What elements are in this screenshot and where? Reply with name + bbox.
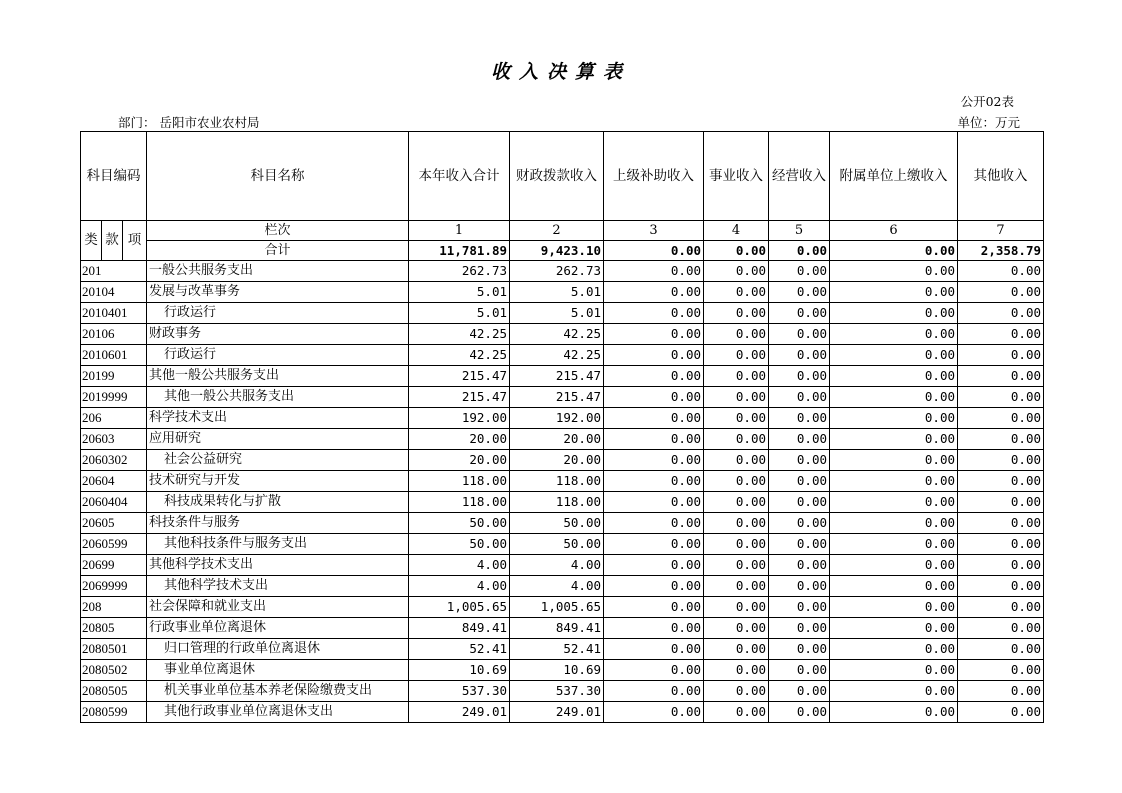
row-value-4: 0.00 (704, 282, 769, 303)
row-value-2: 262.73 (510, 261, 604, 282)
report-title: 收入决算表 (490, 61, 631, 83)
row-value-7: 0.00 (958, 513, 1044, 534)
header-lei: 类 (81, 221, 102, 261)
row-value-7: 0.00 (958, 345, 1044, 366)
row-name: 事业单位离退休 (147, 660, 409, 681)
table-row (81, 555, 1044, 576)
row-name: 归口管理的行政单位离退休 (147, 639, 409, 660)
row-value-1: 20.00 (409, 450, 510, 471)
table-row (81, 471, 1044, 492)
row-name: 行政运行 (147, 303, 409, 324)
row-value-1: 537.30 (409, 681, 510, 702)
row-value-5: 0.00 (769, 429, 830, 450)
col-num-6: 6 (830, 221, 958, 241)
table-row (81, 660, 1044, 681)
row-value-2: 42.25 (510, 324, 604, 345)
row-value-5: 0.00 (769, 639, 830, 660)
total-row (81, 241, 1044, 261)
row-value-7: 0.00 (958, 492, 1044, 513)
row-value-6: 0.00 (830, 513, 958, 534)
row-value-7: 0.00 (958, 576, 1044, 597)
row-code: 20604 (81, 471, 147, 492)
row-value-1: 42.25 (409, 324, 510, 345)
table-row (81, 534, 1044, 555)
row-value-5: 0.00 (769, 303, 830, 324)
row-value-6: 0.00 (830, 639, 958, 660)
income-table (80, 131, 1044, 723)
total-value-2: 9,423.10 (510, 241, 604, 261)
table-row (81, 702, 1044, 723)
header-xiang: 项 (123, 221, 147, 261)
row-value-2: 4.00 (510, 555, 604, 576)
row-value-3: 0.00 (604, 429, 704, 450)
row-value-4: 0.00 (704, 660, 769, 681)
row-value-1: 215.47 (409, 366, 510, 387)
row-code: 20605 (81, 513, 147, 534)
row-value-5: 0.00 (769, 366, 830, 387)
row-value-7: 0.00 (958, 681, 1044, 702)
row-name: 机关事业单位基本养老保险缴费支出 (147, 681, 409, 702)
row-value-1: 50.00 (409, 534, 510, 555)
row-value-4: 0.00 (704, 408, 769, 429)
row-value-1: 42.25 (409, 345, 510, 366)
row-name: 技术研究与开发 (147, 471, 409, 492)
row-value-2: 4.00 (510, 576, 604, 597)
row-value-4: 0.00 (704, 387, 769, 408)
row-name: 科技成果转化与扩散 (147, 492, 409, 513)
row-value-5: 0.00 (769, 261, 830, 282)
row-value-7: 0.00 (958, 660, 1044, 681)
row-value-5: 0.00 (769, 450, 830, 471)
row-value-2: 249.01 (510, 702, 604, 723)
row-value-7: 0.00 (958, 282, 1044, 303)
row-code: 206 (81, 408, 147, 429)
row-value-1: 849.41 (409, 618, 510, 639)
row-value-6: 0.00 (830, 534, 958, 555)
row-code: 20199 (81, 366, 147, 387)
row-value-5: 0.00 (769, 618, 830, 639)
row-value-5: 0.00 (769, 702, 830, 723)
row-value-1: 262.73 (409, 261, 510, 282)
row-name: 其他行政事业单位离退休支出 (147, 702, 409, 723)
row-value-4: 0.00 (704, 639, 769, 660)
row-value-2: 10.69 (510, 660, 604, 681)
row-value-2: 215.47 (510, 387, 604, 408)
table-row (81, 261, 1044, 282)
table-row (81, 513, 1044, 534)
row-value-3: 0.00 (604, 303, 704, 324)
row-value-3: 0.00 (604, 324, 704, 345)
row-code: 20603 (81, 429, 147, 450)
row-value-7: 0.00 (958, 303, 1044, 324)
row-value-6: 0.00 (830, 345, 958, 366)
row-value-2: 42.25 (510, 345, 604, 366)
table-row (81, 450, 1044, 471)
row-value-2: 1,005.65 (510, 597, 604, 618)
row-name: 其他一般公共服务支出 (147, 366, 409, 387)
header-col-1: 本年收入合计 (409, 132, 510, 221)
row-value-4: 0.00 (704, 702, 769, 723)
row-value-3: 0.00 (604, 681, 704, 702)
row-value-7: 0.00 (958, 408, 1044, 429)
row-value-3: 0.00 (604, 408, 704, 429)
row-value-6: 0.00 (830, 597, 958, 618)
row-name: 其他科学技术支出 (147, 555, 409, 576)
row-value-4: 0.00 (704, 681, 769, 702)
row-value-2: 20.00 (510, 429, 604, 450)
row-code: 201 (81, 261, 147, 282)
table-row (81, 639, 1044, 660)
department-label: 部门： 岳阳市农业农村局 (118, 115, 260, 130)
row-code: 20104 (81, 282, 147, 303)
row-value-3: 0.00 (604, 639, 704, 660)
row-code: 208 (81, 597, 147, 618)
row-code: 2080505 (81, 681, 147, 702)
unit-label: 单位：万元 (957, 115, 1020, 130)
col-num-1: 1 (409, 221, 510, 241)
table-row (81, 408, 1044, 429)
row-code: 2069999 (81, 576, 147, 597)
row-code: 2080502 (81, 660, 147, 681)
row-value-1: 249.01 (409, 702, 510, 723)
row-value-7: 0.00 (958, 639, 1044, 660)
row-value-5: 0.00 (769, 534, 830, 555)
row-value-5: 0.00 (769, 513, 830, 534)
row-value-5: 0.00 (769, 597, 830, 618)
row-value-6: 0.00 (830, 681, 958, 702)
header-col-5: 经营收入 (769, 132, 830, 221)
col-num-3: 3 (604, 221, 704, 241)
row-value-4: 0.00 (704, 450, 769, 471)
row-value-7: 0.00 (958, 366, 1044, 387)
row-value-2: 537.30 (510, 681, 604, 702)
row-code: 2010401 (81, 303, 147, 324)
row-name: 其他科技条件与服务支出 (147, 534, 409, 555)
row-value-2: 20.00 (510, 450, 604, 471)
row-value-4: 0.00 (704, 513, 769, 534)
row-value-4: 0.00 (704, 261, 769, 282)
row-code: 2060404 (81, 492, 147, 513)
row-value-7: 0.00 (958, 702, 1044, 723)
table-row (81, 576, 1044, 597)
row-value-1: 118.00 (409, 492, 510, 513)
row-value-2: 849.41 (510, 618, 604, 639)
table-row (81, 303, 1044, 324)
table-row (81, 282, 1044, 303)
table-row (81, 387, 1044, 408)
row-value-5: 0.00 (769, 387, 830, 408)
row-value-4: 0.00 (704, 429, 769, 450)
row-name: 应用研究 (147, 429, 409, 450)
table-row (81, 597, 1044, 618)
row-value-3: 0.00 (604, 576, 704, 597)
row-value-6: 0.00 (830, 702, 958, 723)
row-value-7: 0.00 (958, 387, 1044, 408)
row-value-3: 0.00 (604, 555, 704, 576)
row-value-4: 0.00 (704, 324, 769, 345)
row-value-6: 0.00 (830, 450, 958, 471)
header-col-6: 附属单位上缴收入 (830, 132, 958, 221)
header-code: 科目编码 (81, 132, 147, 221)
total-value-1: 11,781.89 (409, 241, 510, 261)
row-value-3: 0.00 (604, 366, 704, 387)
header-row (81, 132, 1044, 221)
row-value-4: 0.00 (704, 471, 769, 492)
row-value-7: 0.00 (958, 597, 1044, 618)
row-value-1: 5.01 (409, 282, 510, 303)
table-row (81, 492, 1044, 513)
row-code: 2060599 (81, 534, 147, 555)
header-col-7: 其他收入 (958, 132, 1044, 221)
row-name: 其他一般公共服务支出 (147, 387, 409, 408)
row-value-6: 0.00 (830, 366, 958, 387)
row-code: 2080599 (81, 702, 147, 723)
row-value-6: 0.00 (830, 555, 958, 576)
row-value-2: 118.00 (510, 471, 604, 492)
row-value-5: 0.00 (769, 555, 830, 576)
row-value-4: 0.00 (704, 492, 769, 513)
row-code: 2080501 (81, 639, 147, 660)
row-code: 20106 (81, 324, 147, 345)
row-value-4: 0.00 (704, 576, 769, 597)
column-number-row (81, 221, 1044, 241)
row-value-1: 215.47 (409, 387, 510, 408)
row-value-6: 0.00 (830, 261, 958, 282)
row-value-7: 0.00 (958, 555, 1044, 576)
table-row (81, 429, 1044, 450)
row-value-6: 0.00 (830, 471, 958, 492)
row-value-3: 0.00 (604, 450, 704, 471)
row-value-3: 0.00 (604, 492, 704, 513)
row-value-7: 0.00 (958, 429, 1044, 450)
row-value-6: 0.00 (830, 660, 958, 681)
row-value-3: 0.00 (604, 387, 704, 408)
row-value-3: 0.00 (604, 282, 704, 303)
table-row (81, 618, 1044, 639)
row-name: 其他科学技术支出 (147, 576, 409, 597)
row-value-1: 4.00 (409, 555, 510, 576)
row-value-5: 0.00 (769, 681, 830, 702)
row-value-5: 0.00 (769, 282, 830, 303)
row-value-2: 52.41 (510, 639, 604, 660)
row-value-7: 0.00 (958, 450, 1044, 471)
table-row (81, 345, 1044, 366)
form-number: 公开02表 (960, 94, 1014, 109)
row-value-6: 0.00 (830, 282, 958, 303)
row-name: 财政事务 (147, 324, 409, 345)
header-kuan: 款 (102, 221, 123, 261)
row-value-1: 52.41 (409, 639, 510, 660)
row-value-6: 0.00 (830, 324, 958, 345)
row-value-7: 0.00 (958, 534, 1044, 555)
header-name: 科目名称 (147, 132, 409, 221)
row-value-6: 0.00 (830, 387, 958, 408)
row-value-5: 0.00 (769, 408, 830, 429)
row-value-2: 118.00 (510, 492, 604, 513)
row-value-6: 0.00 (830, 492, 958, 513)
row-value-2: 5.01 (510, 282, 604, 303)
row-value-4: 0.00 (704, 618, 769, 639)
row-name: 行政运行 (147, 345, 409, 366)
row-value-7: 0.00 (958, 471, 1044, 492)
total-value-6: 0.00 (830, 241, 958, 261)
table-row (81, 366, 1044, 387)
row-value-3: 0.00 (604, 471, 704, 492)
col-num-2: 2 (510, 221, 604, 241)
row-code: 2060302 (81, 450, 147, 471)
total-value-7: 2,358.79 (958, 241, 1044, 261)
row-value-6: 0.00 (830, 618, 958, 639)
row-name: 科技条件与服务 (147, 513, 409, 534)
col-num-5: 5 (769, 221, 830, 241)
row-value-1: 20.00 (409, 429, 510, 450)
row-value-3: 0.00 (604, 660, 704, 681)
table-row (81, 681, 1044, 702)
row-value-3: 0.00 (604, 513, 704, 534)
row-name: 行政事业单位离退休 (147, 618, 409, 639)
row-value-1: 50.00 (409, 513, 510, 534)
total-label: 合计 (147, 241, 409, 261)
row-value-2: 50.00 (510, 534, 604, 555)
row-value-4: 0.00 (704, 366, 769, 387)
table-row (81, 324, 1044, 345)
col-num-7: 7 (958, 221, 1044, 241)
row-value-3: 0.00 (604, 345, 704, 366)
row-value-1: 192.00 (409, 408, 510, 429)
row-value-5: 0.00 (769, 492, 830, 513)
row-value-5: 0.00 (769, 471, 830, 492)
row-value-7: 0.00 (958, 324, 1044, 345)
row-value-1: 5.01 (409, 303, 510, 324)
row-value-5: 0.00 (769, 324, 830, 345)
row-name: 一般公共服务支出 (147, 261, 409, 282)
total-value-4: 0.00 (704, 241, 769, 261)
total-value-5: 0.00 (769, 241, 830, 261)
row-value-7: 0.00 (958, 261, 1044, 282)
row-value-3: 0.00 (604, 597, 704, 618)
row-value-6: 0.00 (830, 303, 958, 324)
row-name: 科学技术支出 (147, 408, 409, 429)
row-name: 社会公益研究 (147, 450, 409, 471)
row-value-4: 0.00 (704, 555, 769, 576)
row-value-3: 0.00 (604, 618, 704, 639)
row-value-1: 4.00 (409, 576, 510, 597)
row-code: 20699 (81, 555, 147, 576)
row-value-7: 0.00 (958, 618, 1044, 639)
row-value-2: 192.00 (510, 408, 604, 429)
row-value-3: 0.00 (604, 261, 704, 282)
row-name: 社会保障和就业支出 (147, 597, 409, 618)
total-value-3: 0.00 (604, 241, 704, 261)
row-code: 2010601 (81, 345, 147, 366)
row-value-4: 0.00 (704, 534, 769, 555)
row-value-5: 0.00 (769, 576, 830, 597)
row-value-2: 50.00 (510, 513, 604, 534)
row-value-1: 10.69 (409, 660, 510, 681)
header-col-3: 上级补助收入 (604, 132, 704, 221)
row-value-2: 215.47 (510, 366, 604, 387)
row-code: 20805 (81, 618, 147, 639)
row-value-4: 0.00 (704, 345, 769, 366)
row-value-2: 5.01 (510, 303, 604, 324)
row-value-3: 0.00 (604, 702, 704, 723)
row-value-1: 118.00 (409, 471, 510, 492)
row-value-4: 0.00 (704, 597, 769, 618)
row-value-1: 1,005.65 (409, 597, 510, 618)
lanci-label: 栏次 (147, 221, 409, 241)
header-col-2: 财政拨款收入 (510, 132, 604, 221)
row-value-6: 0.00 (830, 576, 958, 597)
row-value-5: 0.00 (769, 660, 830, 681)
row-value-5: 0.00 (769, 345, 830, 366)
row-value-4: 0.00 (704, 303, 769, 324)
row-value-6: 0.00 (830, 429, 958, 450)
row-code: 2019999 (81, 387, 147, 408)
header-col-4: 事业收入 (704, 132, 769, 221)
row-name: 发展与改革事务 (147, 282, 409, 303)
col-num-4: 4 (704, 221, 769, 241)
row-value-3: 0.00 (604, 534, 704, 555)
row-value-6: 0.00 (830, 408, 958, 429)
